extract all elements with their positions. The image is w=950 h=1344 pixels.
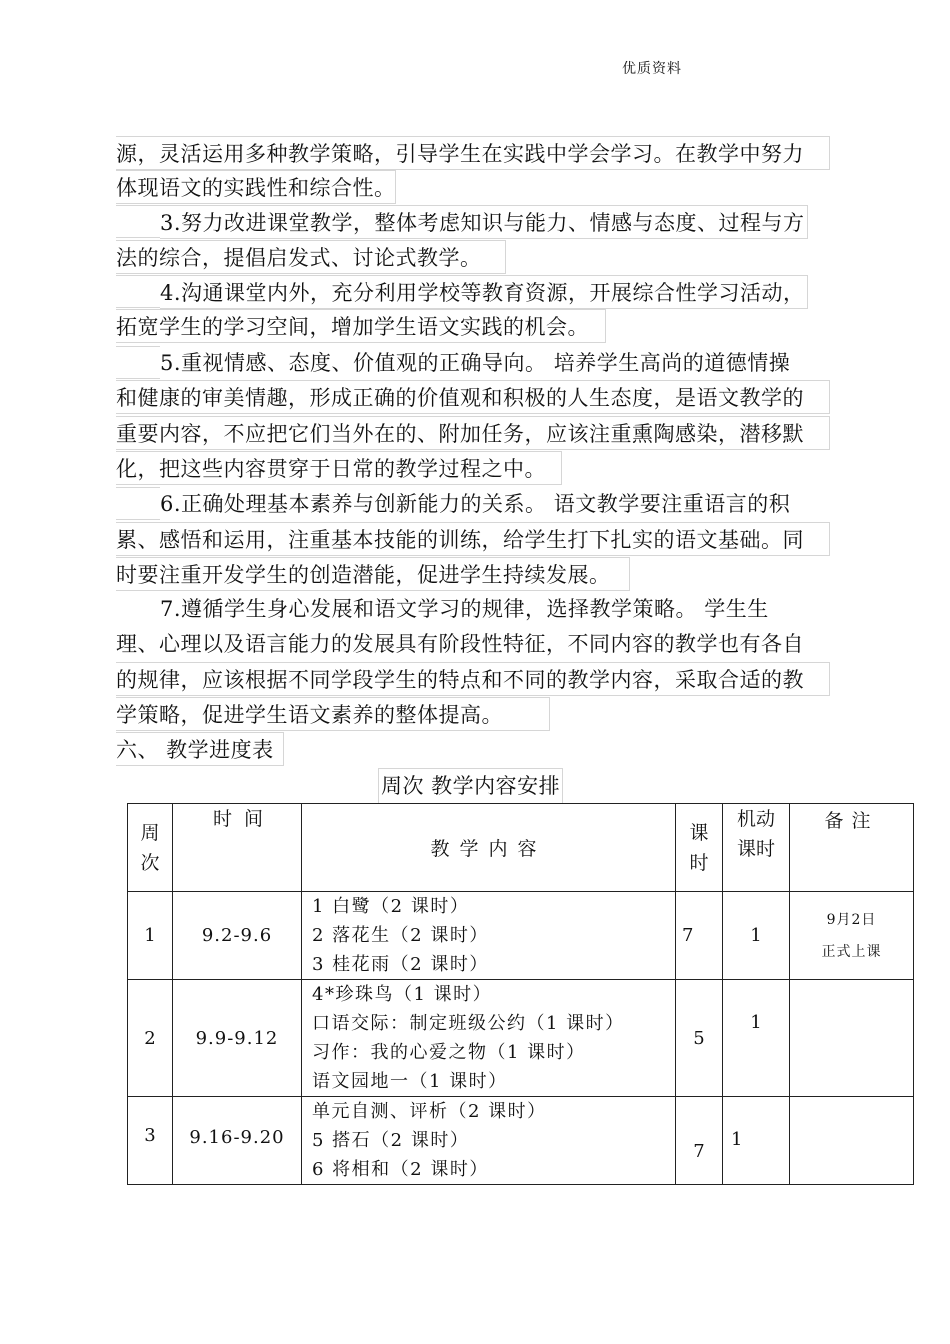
header-hours	[676, 804, 723, 892]
header-flex-line: 课时	[736, 838, 775, 860]
cell-hours: 7	[676, 1097, 723, 1185]
table-row	[128, 892, 914, 980]
content-item: 5 搭石（2 课时）	[312, 1130, 470, 1151]
content-item: 4*珍珠鸟（1 课时）	[312, 984, 493, 1005]
paragraph-line: 累、感悟和运用，注重基本技能的训练，给学生打下扎实的语文基础。同	[116, 522, 830, 556]
header-hours-line: 时	[689, 851, 709, 874]
cell-note	[790, 892, 914, 980]
indent-box	[116, 346, 160, 379]
cell-week: 1	[128, 892, 173, 980]
cell-hours: 7	[676, 892, 723, 980]
table-row	[128, 1097, 914, 1185]
header-flex-hours	[723, 804, 790, 892]
header-week	[128, 804, 173, 892]
paragraph-line: 理、心理以及语言能力的发展具有阶段性特征，不同内容的教学也有各自	[116, 632, 804, 656]
note-line: 9月2日	[826, 911, 877, 928]
content-item: 1 白鹭（2 课时）	[312, 896, 470, 917]
paragraph-line-wrap	[116, 487, 790, 521]
indent-box	[116, 487, 160, 520]
cell-flex: 1	[723, 980, 790, 1097]
header-week-line: 次	[140, 851, 160, 874]
paragraph-line-wrap	[116, 592, 769, 626]
paragraph-line: 法的综合，提倡启发式、讨论式教学。	[116, 240, 506, 274]
paragraph-line: 化，把这些内容贯穿于日常的教学过程之中。	[116, 451, 562, 485]
table-row	[128, 980, 914, 1097]
indent-box	[116, 205, 160, 238]
cell-flex: 1	[723, 1097, 790, 1185]
header-flex-line: 机动	[736, 808, 775, 830]
note-line: 正式上课	[821, 943, 882, 960]
paragraph-line: 的规律，应该根据不同学段学生的特点和不同的教学内容，采取合适的教	[116, 662, 830, 696]
paragraph-line: 体现语文的实践性和综合性。	[116, 170, 396, 204]
cell-note	[790, 1097, 914, 1185]
paragraph-line: 4.沟通课堂内外，充分利用学校等教育资源，开展综合性学习活动，	[160, 275, 808, 309]
cell-note	[790, 980, 914, 1097]
paragraph-line: 和健康的审美情趣，形成正确的价值观和积极的人生态度，是语文教学的	[116, 380, 830, 414]
paragraph-line-wrap	[116, 346, 790, 380]
table-caption: 周次 教学内容安排	[378, 768, 563, 803]
content-item: 语文园地一（1 课时）	[312, 1071, 508, 1092]
cell-dates: 9.16-9.20	[173, 1097, 302, 1185]
paragraph-line: 拓宽学生的学习空间，增加学生语文实践的机会。	[116, 309, 606, 343]
paragraph-line-wrap	[116, 275, 808, 309]
header-time	[173, 804, 302, 892]
cell-week: 3	[128, 1097, 173, 1185]
cell-flex: 1	[723, 892, 790, 980]
content-item: 2 落花生（2 课时）	[312, 925, 489, 946]
cell-content	[302, 1097, 676, 1185]
header-week-line: 周	[140, 821, 160, 844]
paragraph-line: 6.正确处理基本素养与创新能力的关系。 语文教学要注重语言的积	[160, 492, 791, 516]
paragraph-line: 3.努力改进课堂教学，整体考虑知识与能力、情感与态度、过程与方	[160, 205, 808, 239]
paragraph-line: 学策略，促进学生语文素养的整体提高。	[116, 697, 550, 731]
content-item: 3 桂花雨（2 课时）	[312, 954, 489, 975]
header-content: 教学内容	[302, 804, 676, 892]
page-header-mark: 优质资料	[622, 61, 682, 77]
header-hours-line: 课	[689, 821, 709, 844]
cell-dates: 9.2-9.6	[173, 892, 302, 980]
paragraph-line: 7.遵循学生身心发展和语文学习的规律，选择教学策略。 学生生	[160, 597, 769, 621]
cell-content	[302, 892, 676, 980]
paragraph-line: 5.重视情感、态度、价值观的正确导向。 培养学生高尚的道德情操	[160, 351, 791, 375]
content-item: 单元自测、评析（2 课时）	[312, 1101, 547, 1122]
cell-hours: 5	[676, 980, 723, 1097]
cell-content	[302, 980, 676, 1097]
content-item: 习作：我的心爱之物（1 课时）	[312, 1042, 586, 1063]
content-item: 6 将相和（2 课时）	[312, 1159, 489, 1180]
schedule-table	[127, 803, 914, 1185]
cell-dates: 9.9-9.12	[173, 980, 302, 1097]
table-header-row	[128, 804, 914, 892]
section-heading: 六、 教学进度表	[116, 732, 284, 766]
paragraph-line: 时要注重开发学生的创造潜能，促进学生持续发展。	[116, 557, 630, 591]
paragraph-line: 源，灵活运用多种教学策略，引导学生在实践中学会学习。在教学中努力	[116, 136, 830, 170]
content-item: 口语交际：制定班级公约（1 课时）	[312, 1013, 625, 1034]
paragraph-line: 重要内容，不应把它们当外在的、附加任务，应该注重熏陶感染，潜移默	[116, 416, 830, 450]
header-note: 备注	[790, 804, 914, 892]
header-time-label: 时间	[213, 808, 276, 830]
paragraph-line-wrap	[116, 205, 808, 239]
indent-box	[116, 275, 160, 308]
cell-week: 2	[128, 980, 173, 1097]
